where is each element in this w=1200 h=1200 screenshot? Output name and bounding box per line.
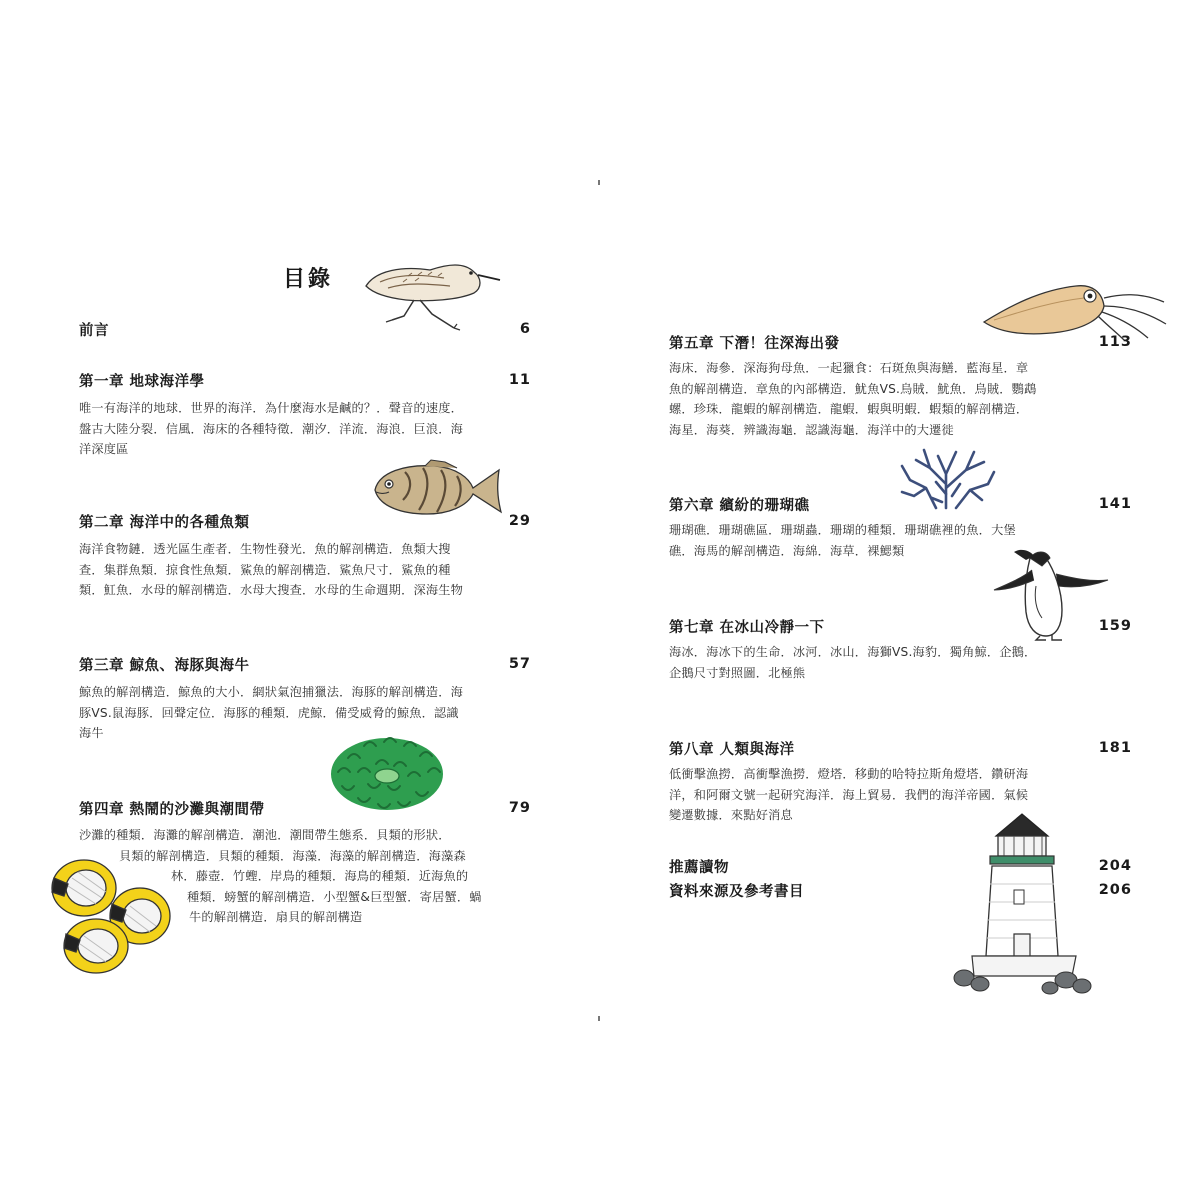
toc-entry-chapter-8[interactable] [669,736,1132,760]
entry-page: 159 [1098,618,1132,634]
entry-page: 206 [1098,882,1132,898]
topic-line: 豚VS.鼠海豚．回聲定位．海豚的種類．虎鯨．備受威脅的鯨魚．認識 [79,705,459,720]
toc-entry-chapter-3[interactable] [79,652,531,676]
lighthouse-icon [952,806,1092,996]
topic-line: 貝類的解剖構造．貝類的種類．海藻．海藻的解剖構造．海藻森 [119,848,466,863]
entry-label: 第一章 地球海洋學 [79,373,205,390]
topic-line: 種類．螃蟹的解剖構造．小型蟹&巨型蟹．寄居蟹．蝸 [187,889,482,904]
topic-line: 唯一有海洋的地球．世界的海洋．為什麼海水是鹹的？．聲音的速度． [79,401,464,415]
entry-page: 29 [508,513,531,529]
butterflyfish-icon [44,852,174,978]
entry-page: 6 [519,321,531,337]
topic-line: 洋深度區 [79,442,129,456]
entry-label: 推薦讀物 [669,859,729,876]
page-title: 目錄 [283,267,334,292]
chapter-3-topics [79,682,539,744]
topic-line: 企鵝尺寸對照圖．北極熊 [669,665,806,680]
entry-label: 第六章 繽紛的珊瑚礁 [669,497,810,514]
chapter-2-topics [79,539,539,601]
topic-line: 洋，和阿爾文號一起研究海洋．海上貿易．我們的海洋帝國．氣候 [669,787,1029,802]
topic-line: 魚的解剖構造．章魚的內部構造．魷魚VS.烏賊．魷魚．烏賊．鸚鵡 [669,381,1037,396]
toc-entry-chapter-2[interactable] [79,509,531,533]
topic-line: 牛的解剖構造．扇貝的解剖構造 [189,910,363,924]
entry-page: 181 [1098,740,1132,756]
entry-page: 204 [1098,858,1132,874]
topic-line: 查．集群魚類．掠食性魚類．鯊魚的解剖構造．鯊魚尺寸．鯊魚的種 [79,562,451,577]
topic-line: 類．魟魚．水母的解剖構造．水母大搜查．水母的生命週期．深海生物 [79,583,464,597]
topic-line: 沙灘的種類．海灘的解剖構造．潮池．潮間帶生態系．貝類的形狀． [79,828,451,842]
topic-line: 螺．珍珠．龍蝦的解剖構造．龍蝦．蝦與明蝦．蝦類的解剖構造． [669,402,1029,416]
topic-line: 林．藤壺．竹蟶．岸鳥的種類．海鳥的種類．近海魚的 [171,869,469,883]
right-page [600,0,1200,1200]
topic-line: 珊瑚礁．珊瑚礁區．珊瑚蟲．珊瑚的種類．珊瑚礁裡的魚．大堡 [669,523,1016,537]
entry-page: 11 [508,372,531,388]
entry-page: 113 [1098,334,1132,350]
topic-line: 礁．海馬的解剖構造．海綿．海草．裸鰓類 [669,543,905,558]
entry-label: 資料來源及參考書目 [669,883,804,900]
entry-label: 第二章 海洋中的各種魚類 [79,514,250,531]
topic-line: 海冰．海冰下的生命．冰河．冰山．海獅VS.海豹．獨角鯨．企鵝． [669,645,1037,659]
entry-page: 79 [508,800,531,816]
entry-page: 57 [508,656,531,672]
topic-line: 低衝擊漁撈．高衝擊漁撈．燈塔．移動的哈特拉斯角燈塔．鑽研海 [669,767,1029,781]
toc-entry-chapter-4[interactable] [79,796,531,820]
topic-line: 海床．海參．深海狗母魚．一起獵食：石斑魚與海鱔．藍海星．章 [669,361,1029,375]
chapter-7-topics [669,642,1139,683]
toc-entry-preface[interactable] [79,317,531,341]
toc-entry-chapter-6[interactable] [669,492,1132,516]
chapter-1-topics [79,398,539,460]
entry-label: 第八章 人類與海洋 [669,741,795,758]
entry-label: 第五章 下潛！往深海出發 [669,335,840,352]
topic-line: 海星．海葵．辨識海龜．認識海龜．海洋中的大遷徙 [669,422,954,437]
topic-line: 盤古大陸分裂．信風．海床的各種特徵．潮汐．洋流．海浪．巨浪．海 [79,421,464,436]
chapter-5-topics [669,358,1139,440]
topic-line: 變遷數據．來點好消息 [669,808,793,822]
entry-page: 141 [1098,496,1132,512]
topic-line: 鯨魚的解剖構造．鯨魚的大小．網狀氣泡捕獵法．海豚的解剖構造．海 [79,685,464,699]
toc-entry-chapter-7[interactable] [669,614,1132,638]
entry-label: 第七章 在冰山冷靜一下 [669,619,825,636]
toc-entry-chapter-5[interactable] [669,330,1132,354]
entry-label: 第三章 鯨魚、海豚與海牛 [79,657,250,674]
entry-label: 第四章 熱鬧的沙灘與潮間帶 [79,801,265,818]
toc-entry-chapter-1[interactable] [79,368,531,392]
entry-label: 前言 [79,322,109,339]
topic-line: 海牛 [79,726,104,740]
topic-line: 海洋食物鏈．透光區生產者．生物性發光．魚的解剖構造．魚類大搜 [79,542,451,556]
